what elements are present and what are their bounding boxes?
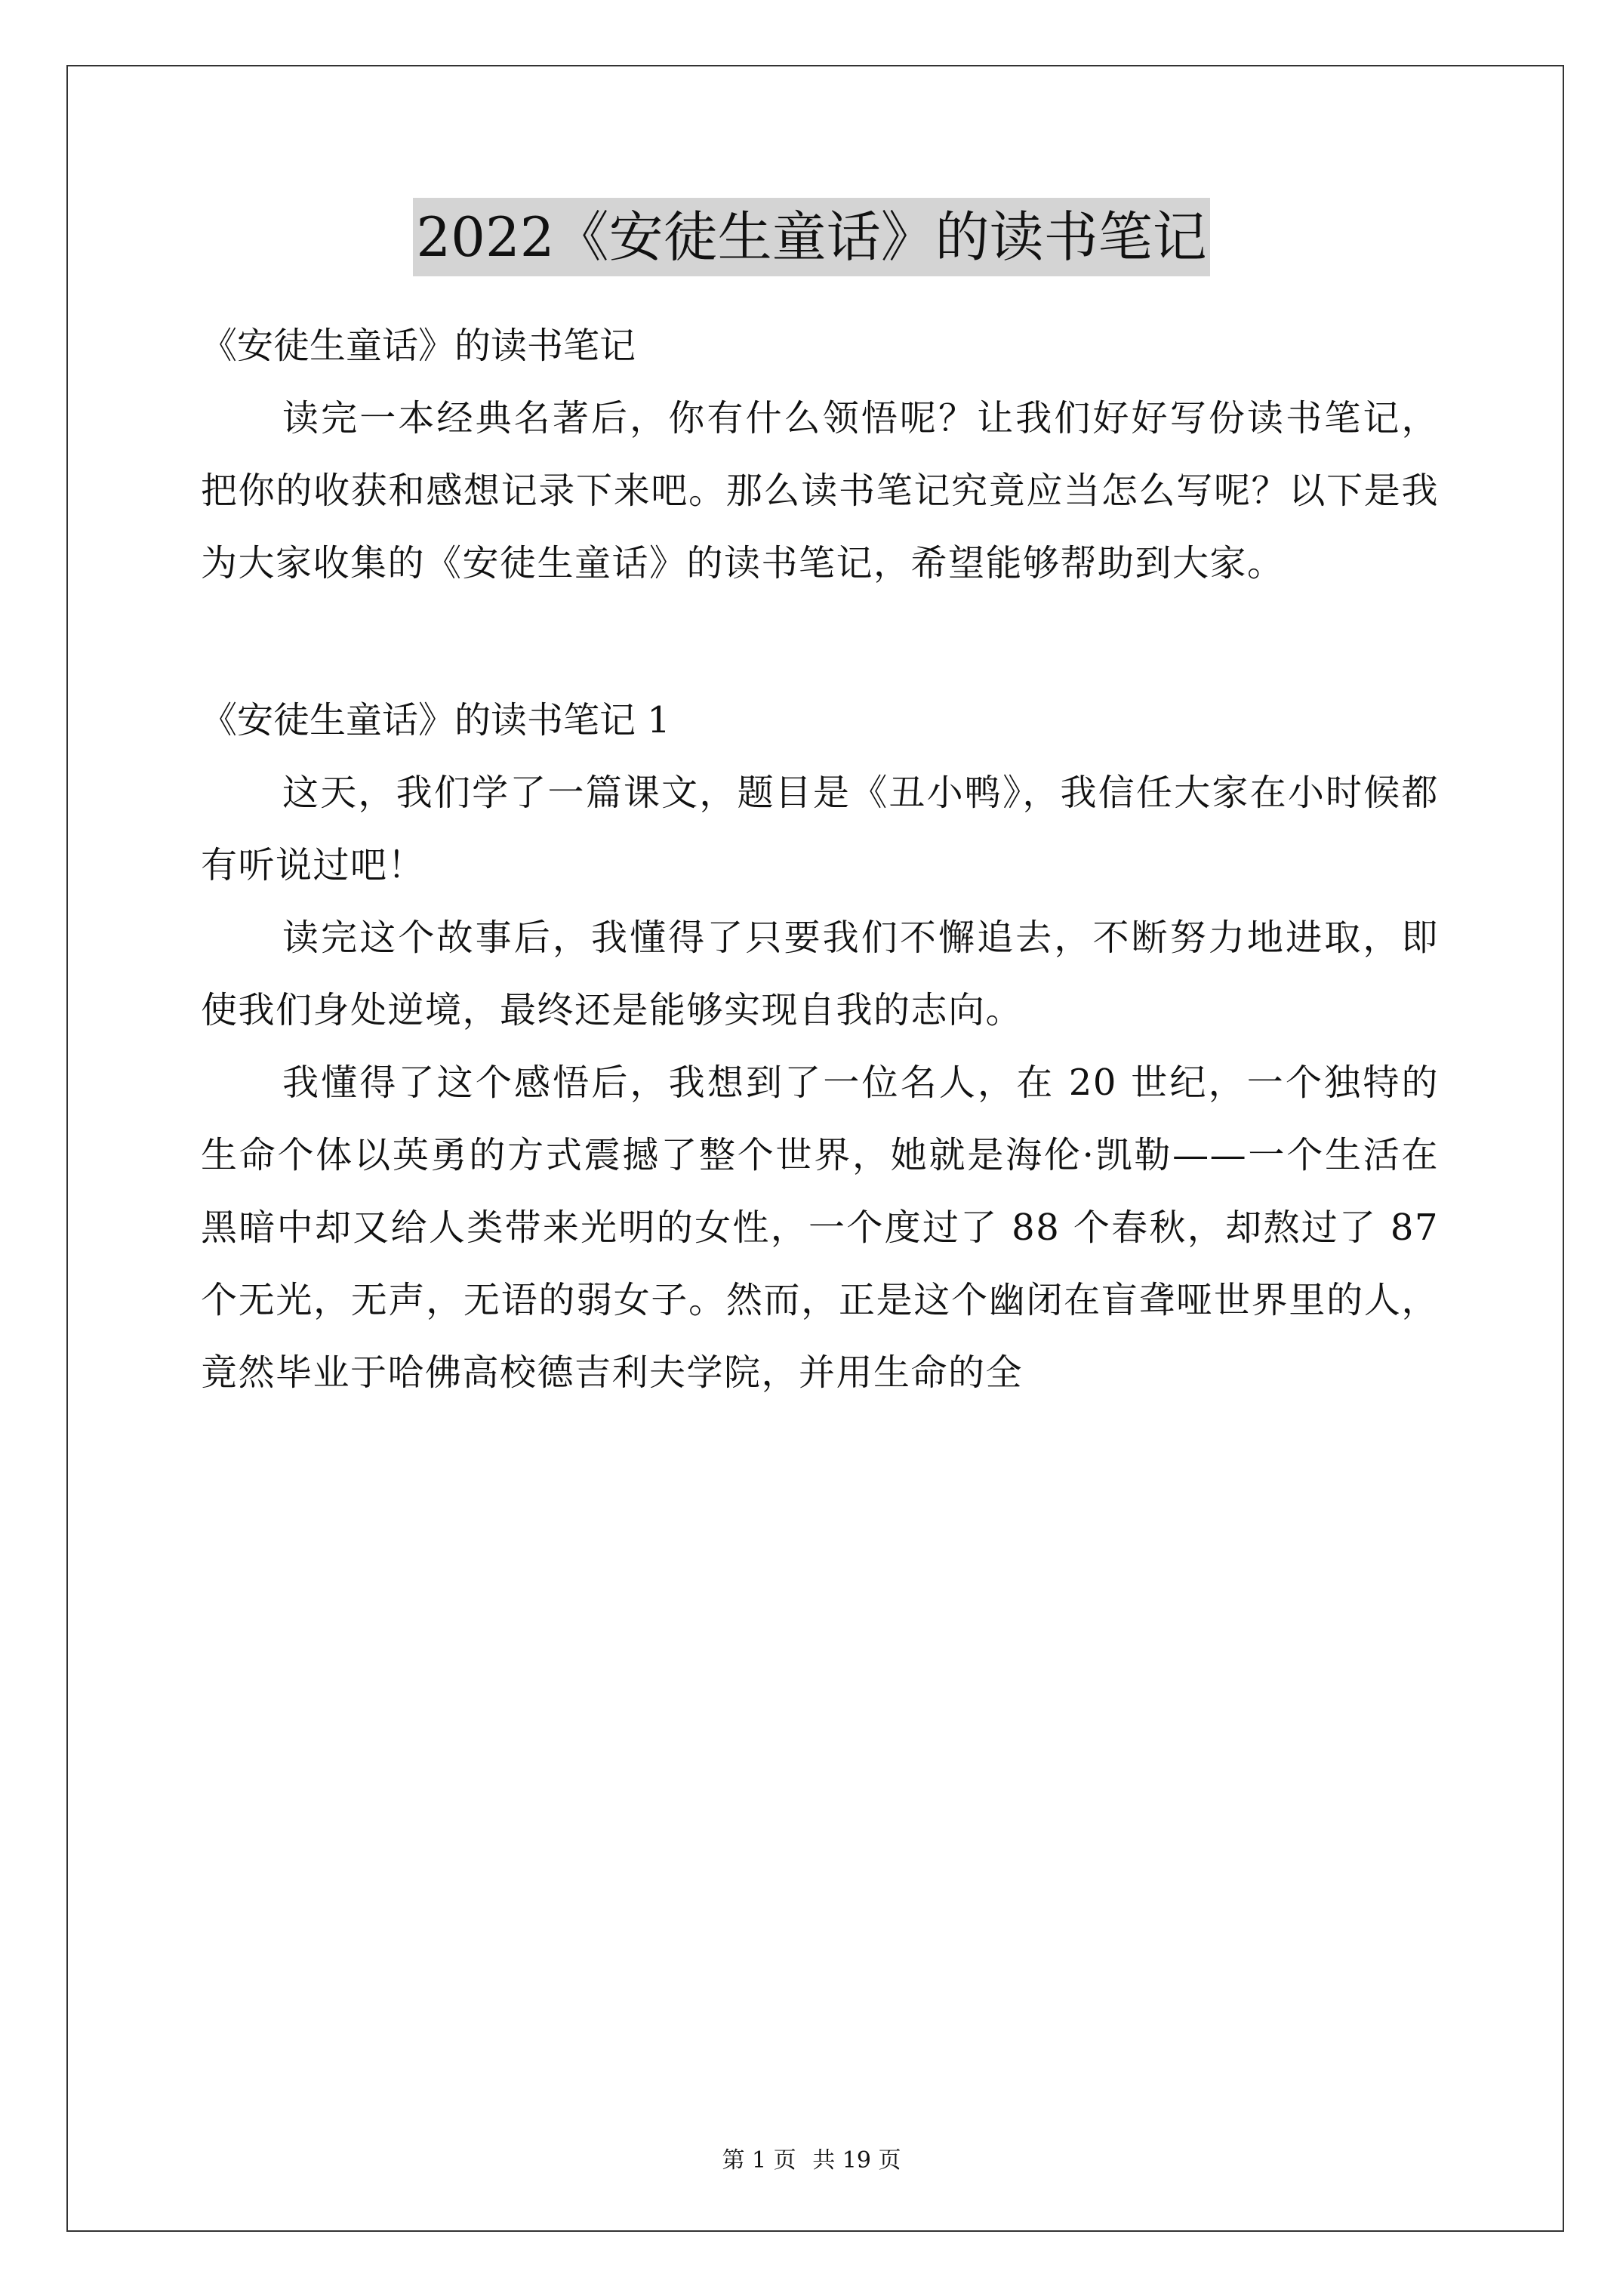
section-spacer [201,599,1439,684]
page-number: 第 1 页 [722,2147,796,2174]
body-paragraph: 这天，我们学了一篇课文，题目是《丑小鸭》，我信任大家在小时候都有听说过吧！ [201,772,1439,886]
title-container [0,198,1623,276]
document-title: 2022《安徒生童话》的读书笔记 [413,198,1209,276]
page-footer [0,2146,1623,2176]
document-body [201,310,1439,1409]
body-paragraph: 我懂得了这个感悟后，我想到了一位名人，在 20 世纪，一个独特的生命个体以英勇的方式震撼了整个世界，她就是海伦·凯勒——一个生活在黑暗中却又给人类带来光明的女性，一个度过了 88 个春秋，却熬过了 87 个无光，无声，无语的弱女子。然而，正是这个幽闭在盲聋哑世界里的人，竟然毕业于哈佛高校德吉利夫学院，并用生命的全 [201,1062,1439,1394]
intro-paragraph: 读完一本经典名著后，你有什么领悟呢？让我们好好写份读书笔记，把你的收获和感想记录下来吧。那么读书笔记究竟应当怎么写呢？以下是我为大家收集的《安徒生童话》的读书笔记，希望能够帮助到大家。 [201,397,1439,584]
section-heading: 《安徒生童话》的读书笔记 1 [201,699,670,741]
intro-heading: 《安徒生童话》的读书笔记 [201,325,636,367]
body-paragraph: 读完这个故事后，我懂得了只要我们不懈追去，不断努力地进取，即使我们身处逆境，最终还是能够实现自我的志向。 [201,917,1439,1031]
page-total: 共 19 页 [812,2147,901,2174]
